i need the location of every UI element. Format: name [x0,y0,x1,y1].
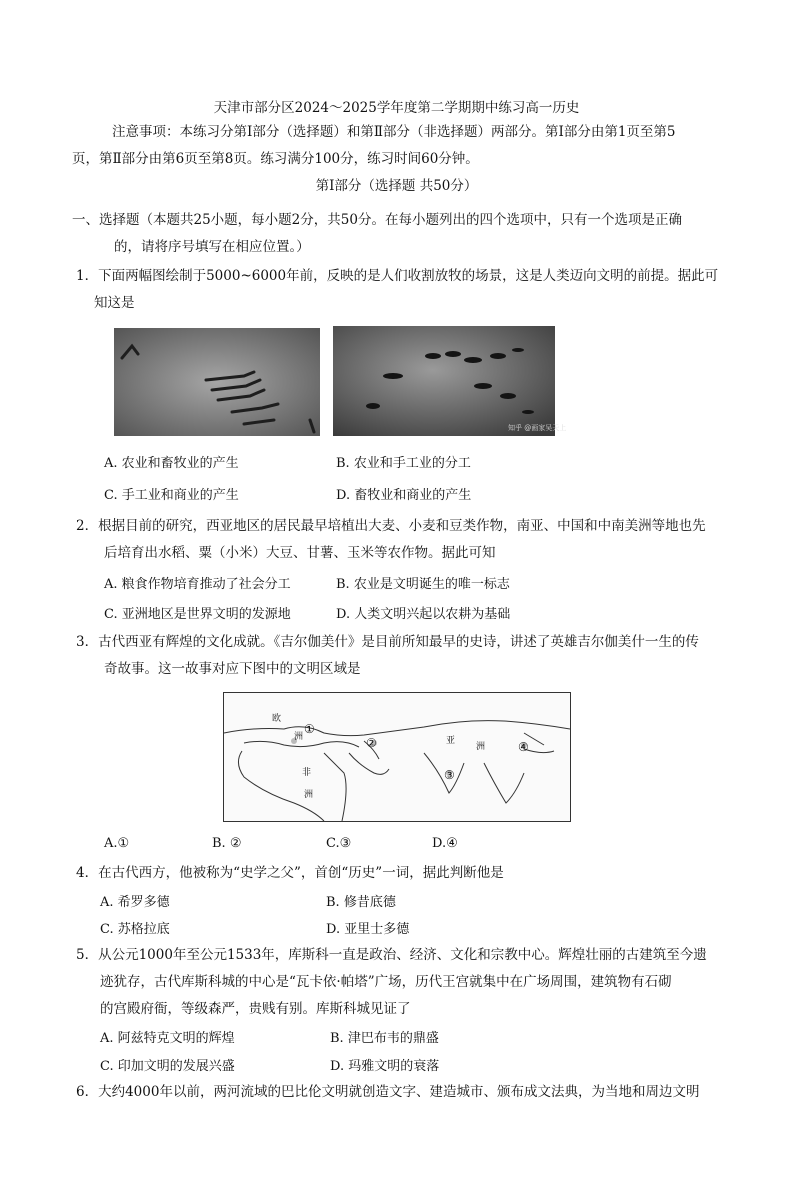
q4-option-a: A. 希罗多德 [100,895,170,910]
q2-option-b: B. 农业是文明诞生的唯一标志 [336,577,510,592]
q2-option-c: C. 亚洲地区是世界文明的发源地 [104,607,291,622]
q4-option-b: B. 修昔底德 [326,895,396,910]
q1-option-c: C. 手工业和商业的产生 [104,488,239,503]
notice-line-1: 注意事项：本练习分第Ⅰ部分（选择题）和第Ⅱ部分（非选择题）两部分。第Ⅰ部分由第1页至第5 [112,124,676,140]
map-label-zhou-3: 洲 [304,790,314,800]
civilization-map [223,692,571,822]
notice-line-2: 页，第Ⅱ部分由第6页至第8页。练习满分100分，练习时间60分钟。 [72,151,479,167]
q3-option-a: A.① [104,836,130,851]
q4-stem-1: 4．在古代西方，他被称为“史学之父”，首创“历史”一词，据此判断他是 [76,865,504,881]
page-title: 天津市部分区2024～2025学年度第二学期期中练习高一历史 [213,100,580,116]
q1-option-d: D. 畜牧业和商业的产生 [336,488,472,503]
q5-option-d: D. 玛雅文明的衰落 [330,1059,440,1074]
q1-stem-1: 1．下面两幅图绘制于5000~6000年前，反映的是人们收割放牧的场景，这是人类迈向文明的前提。据此可 [76,268,719,284]
q5-stem-2: 迹犹存，古代库斯科城的中心是“瓦卡依·帕塔”广场，历代王宫就集中在广场周围，建筑物有石砌 [100,974,672,990]
q5-option-b: B. 津巴布韦的鼎盛 [330,1031,439,1046]
q4-option-d: D. 亚里士多德 [326,922,410,937]
map-marker-1: ① [304,722,315,736]
q2-stem-1: 2．根据目前的研究，西亚地区的居民最早培植出大麦、小麦和豆类作物，南亚、中国和中南美洲等地也先 [76,518,706,534]
map-label-ya: 亚 [446,736,456,746]
q1-option-a: A. 农业和畜牧业的产生 [104,456,239,471]
map-label-zhou-1: 洲 [294,732,304,742]
q3-stem-2: 奇故事。这一故事对应下图中的文明区域是 [104,661,361,677]
section-line-1: 一、选择题（本题共25小题，每小题2分，共50分。在每小题列出的四个选项中，只有一个选项是正确 [72,212,682,228]
q6-stem-1: 6．大约4000年以前，两河流域的巴比伦文明就创造文字、建造城市、颁布成文法典，为当地和周边文明 [76,1084,700,1100]
q5-option-a: A. 阿兹特克文明的辉煌 [100,1031,235,1046]
rock-painting-harvest-image [114,328,320,436]
q3-option-d: D.④ [432,836,458,851]
map-marker-4: ④ [518,740,529,754]
q5-stem-3: 的宫殿府衙，等级森严，贵贱有别。库斯科城见证了 [100,1001,411,1017]
q5-option-c: C. 印加文明的发展兴盛 [100,1059,235,1074]
map-label-eu: 欧 [272,714,282,724]
q1-stem-2: 知这是 [94,295,135,311]
q2-option-a: A. 粮食作物培育推动了社会分工 [104,577,291,592]
q4-option-c: C. 苏格拉底 [100,922,170,937]
q2-option-d: D. 人类文明兴起以农耕为基础 [336,607,511,622]
rock-painting-herding-image [333,326,567,436]
map-marker-2: ② [366,736,377,750]
q3-stem-1: 3．古代西亚有辉煌的文化成就。《吉尔伽美什》是目前所知最早的史诗，讲述了英雄吉尔伽美什一生的传 [76,634,699,650]
image-watermark: 知乎 @画家吴天上 [508,424,567,432]
q3-option-c: C.③ [326,836,352,851]
section-line-2: 的，请将序号填写在相应位置。） [114,239,310,255]
q3-option-b: B. ② [212,836,242,851]
q5-stem-1: 5．从公元1000年至公元1533年，库斯科一直是政治、经济、文化和宗教中心。辉煌壮丽的古建筑至今遗 [76,947,707,963]
q2-stem-2: 后培育出水稻、粟（小米）大豆、甘薯、玉米等农作物。据此可知 [104,545,496,561]
map-label-zhou-2: 洲 [476,742,486,752]
map-label-fei: 非 [302,768,312,778]
map-marker-3: ③ [444,768,455,782]
part1-title: 第Ⅰ部分（选择题 共50分） [315,178,478,194]
q1-option-b: B. 农业和手工业的分工 [336,456,471,471]
